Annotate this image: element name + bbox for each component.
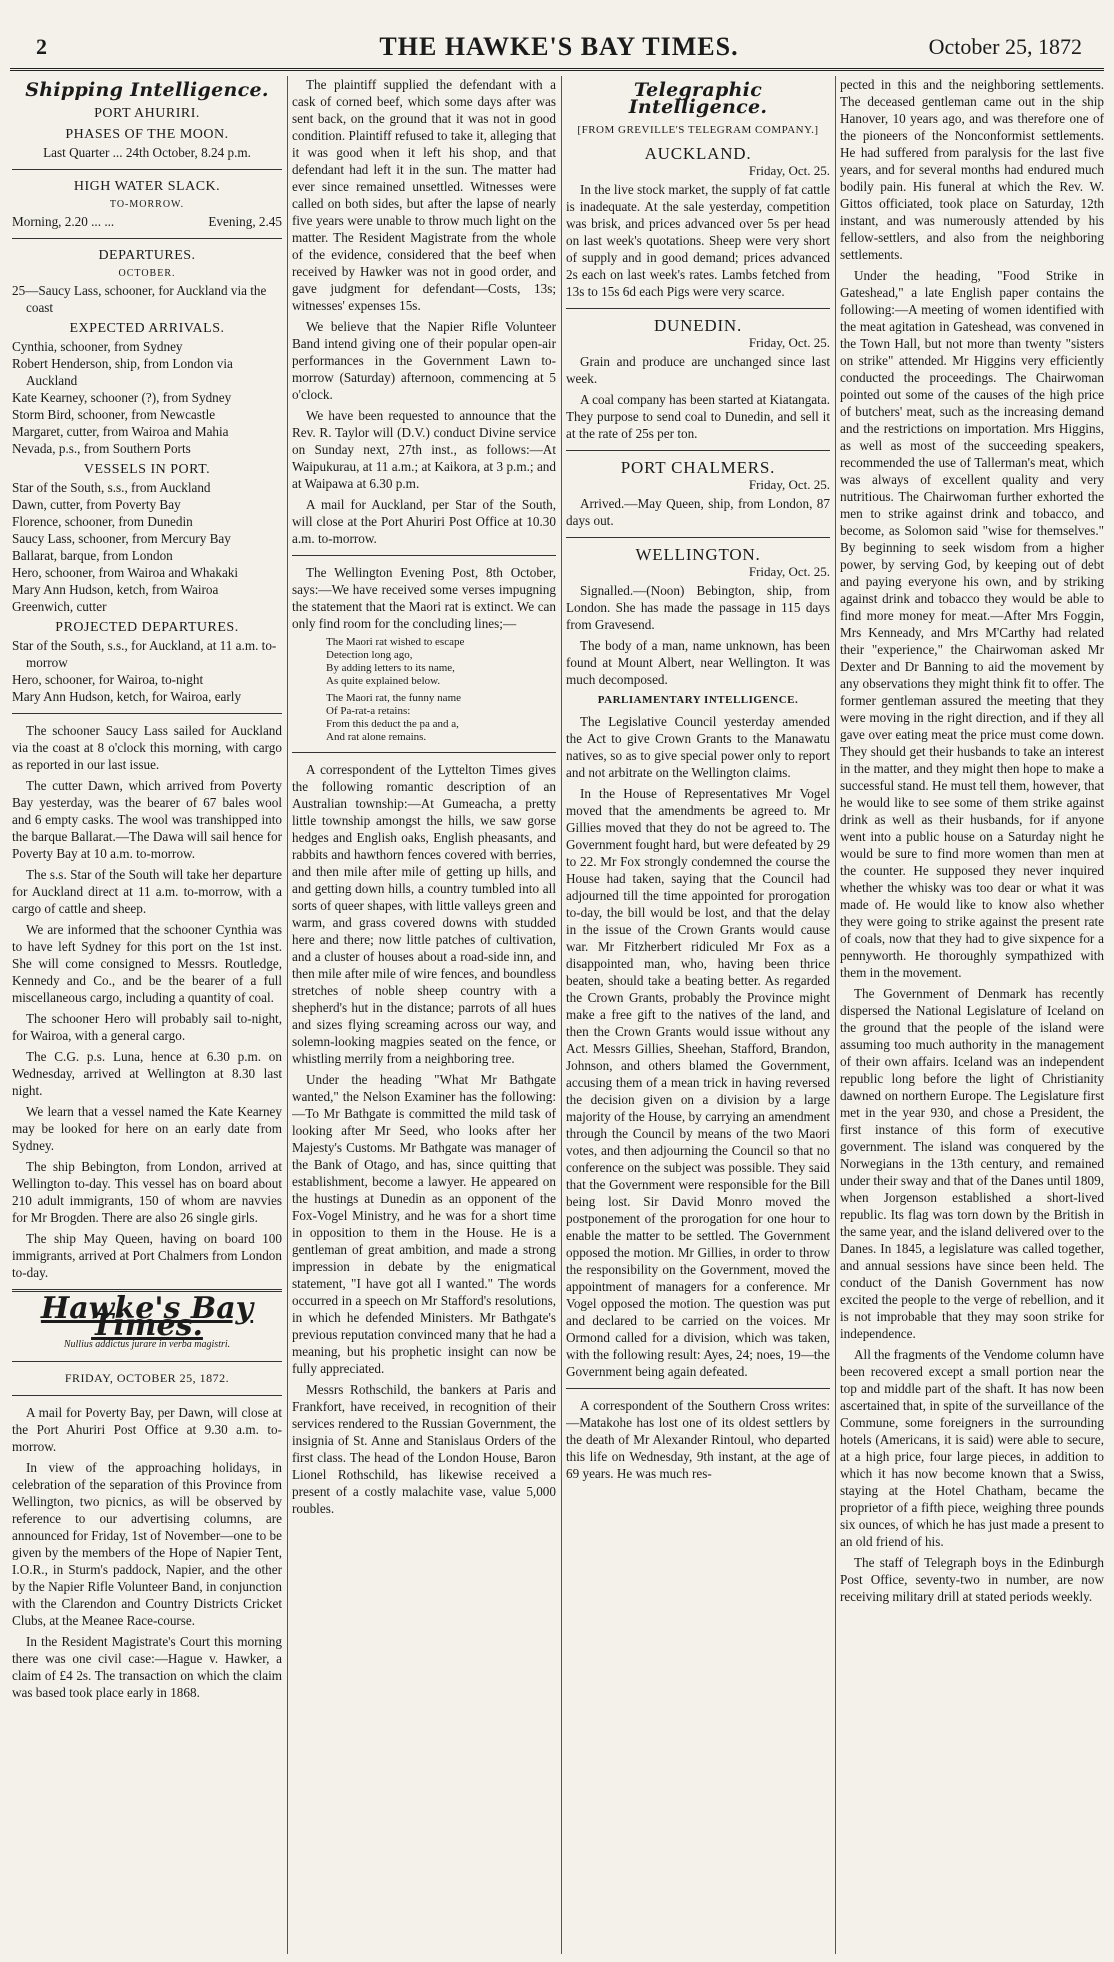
divider [566,450,830,451]
column-3 [566,76,830,1954]
inport-item: Ballarat, barque, from London [12,548,173,563]
divider [292,752,556,753]
column-divider [561,76,562,1954]
shipping-paragraph: The C.G. p.s. Luna, hence at 6.30 p.m. on Wednesday, arrived at Wellington at 8.30 last night. [12,1049,282,1098]
article-paragraph: The staff of Telegraph boys in the Edinburgh Post Office, seventy-two in number, are now receiving military drill at stated periods weekly. [840,1555,1104,1604]
inport-item: Greenwich, cutter [12,599,107,614]
verse-line: Detection long ago, [326,649,413,661]
editorial-paragraph: In the Resident Magistrate's Court this morning there was one civil case:—Hague v. Hawker, a claim of £4 2s. The transaction on which the claim was based took place early in 1868. [12,1634,282,1700]
projected-item: Hero, schooner, for Wairoa, to-night [12,672,204,687]
verse-line: The Maori rat wished to escape [326,636,465,648]
article-paragraph: A mail for Auckland, per Star of the South, will close at the Port Ahuriri Post Office at 10.30 a.m. to-morrow. [292,497,556,546]
dispatch-paragraph: Grain and produce are unchanged since last week. [566,354,830,386]
parliament-heading: PARLIAMENTARY INTELLIGENCE. [597,694,799,706]
divider [12,713,282,714]
arrival-item: Storm Bird, schooner, from Newcastle [12,407,216,422]
column-divider [835,76,836,1954]
inport-item: Dawn, cutter, from Poverty Bay [12,497,181,512]
shipping-paragraph: The cutter Dawn, which arrived from Poverty Bay yesterday, was the bearer of 67 bales wool and 6 empty casks. The wool was transhipped into the barque Ballarat.—The Dawa will sail hence for Poverty Bay at 10 a.m. to-morrow. [12,778,282,861]
dispatch-city: AUCKLAND. [644,144,752,163]
editorial-paragraph: A mail for Poverty Bay, per Dawn, will close at the Port Ahuriri Post Office at 9.30 a.m. to-morrow. [12,1405,282,1454]
divider [292,555,556,556]
shipping-paragraph: We are informed that the schooner Cynthia was to have left Sydney for this port on the 1st inst. She will come consigned to Messrs. Routledge, Kennedy and Co., and be the bearer of a full miscellaneous cargo, including a quantity of coal. [12,922,282,1005]
inport-heading: VESSELS IN PORT. [83,462,211,477]
arrival-item: Cynthia, schooner, from Sydney [12,339,183,354]
projected-item: Star of the South, s.s., for Auckland, at 11 a.m. to-morrow [12,638,277,670]
departure-item: 25—Saucy Lass, schooner, for Auckland via the coast [12,283,267,315]
dispatch-date: Friday, Oct. 25. [748,335,830,350]
article-paragraph: The Government of Denmark has recently dispersed the National Legislature of Iceland on the ground that the people of the island were assuming too much authority in the management of their own affairs. Iceland was an independent republic long before the light of Christianity dawned on northern Europe. The Legislature first met in the year 930, and chose a President, the first instance of this form of executive government. The island was conquered by the Norwegians in the 13th century, and remained under their sway and that of the Danes until 1809, when Jorgenson established a short-lived republic. Its flag was torn down by the British in the same year, and the island delivered over to the Danes. In 1845, a legislature was called together, and annual sessions have since been held. The conduct of the Danish Government has now excited the people to the verge of rebellion, and it is not improbable that they may soon strike for independence. [840,986,1104,1341]
verse-line: Of Pa-rat-a retains: [326,705,411,717]
issue-date: October 25, 1872 [928,34,1082,59]
tide-evening: Evening, 2.45 [208,214,282,229]
page-number: 2 [36,34,47,59]
divider [12,169,282,170]
verse-line: And rat alone remains. [326,731,427,743]
tide-morning: Morning, 2.20 ... ... [12,214,115,229]
inport-item: Star of the South, s.s., from Auckland [12,480,211,495]
editorial-dateline: FRIDAY, OCTOBER 25, 1872. [64,1371,230,1385]
dispatch-city: WELLINGTON. [635,545,761,564]
moon-line: Last Quarter ... 24th October, 8.24 p.m. [43,145,251,160]
article-paragraph: pected in this and the neighboring settlements. The deceased gentleman came out in the ship Hanover, 10 years ago, and was therefore one of the pioneers of the Nonconformist settlements. He had suffered from paralysis for the last five years, and for several months had endured much bodily pain. His funeral at which the Rev. W. Gittos officiated, took place on Saturday, 12th instant, and was numerously attended by his fellow-settlers, and also from the neighboring settlements. [840,77,1104,262]
shipping-heading: Shipping Intelligence. [25,79,269,101]
tide-subheading: TO-MORROW. [109,199,185,210]
article-paragraph: We believe that the Napier Rifle Volunteer Band intend giving one of their popular open-air performances in the Government Lawn to-morrow (Saturday) afternoon, commencing at 5 o'clock. [292,319,556,402]
shipping-paragraph: The ship Bebington, from London, arrived at Wellington to-day. This vessel has on board about 210 adult immigrants, 150 of whom are navvies for Mr Brogden. There are also 26 single girls. [12,1159,282,1225]
article-paragraph: The plaintiff supplied the defendant with a cask of corned beef, which some days after was sent back, on the ground that it was not in good condition. Plaintiff refused to take it, alleging that it was good when it left his shop, and that defendant had left it in the sun. The matter had ever since remained unsettled. Witnesses were called on both sides, but after the lapse of nearly five years were unable to throw much light on the matter. The Resident Magistrate from the whole of the evidence, considered that the beef when received by Hawker was not in good order, and gave judgment for defendant—Costs, 13s; witnesses' expenses 15s. [292,77,556,313]
column-2 [292,76,556,1954]
telegram-source: [FROM GREVILLE'S TELEGRAM COMPANY.] [577,124,819,136]
parliament-paragraph: The Legislative Council yesterday amended the Act to give Crown Grants to the Manawatu natives, so as to give special power only to report and not arbitrate on the Wellington claims. [566,714,830,780]
dispatch-paragraph: The body of a man, name unknown, has been found at Mount Albert, near Wellington. It was much decomposed. [566,638,830,687]
page-header [36,28,1082,62]
article-paragraph: Under the heading, "Food Strike in Gateshead," a late English paper contains the following:—A meeting of women identified with the meat agitation in Gateshead, was convened in the Town Hall, but not more than twenty "sisters on strike" attended. Mr Higgins very efficiently conducted the proceedings. The Chairwoman pointed out some of the causes of the high price of butchers' meat, such as the increasing demand and the restrictions on importation. Mrs Higgins, as well as most of the succeeding speakers, recommended the use of Tallerman's meat, which was always of excellent quality and very nutritious. The Chairwoman further exhorted the men to strike against drink and tobacco, and become, as Solomon said "wise for themselves." By beginning to seek wisdom from a higher power, by serving God, by keeping out of debt and paying everyone his own, and by striking against drink and tobacco they would be able to find more money for meat.—After Mrs Foggin, Mrs Kenneady, and Mrs M'Carthy had related their "experience," the Chairwoman asked Mr Dexter and Dr Banning to aid the movement by any observations they might think fit to offer. The former gentleman assured the meeting that they were moving in the right direction, and if they all gave over eating meat the price must come down. They should get their husbands to take an interest in the matter, and they might then hope to make a successful stand. He must tell them, however, that he would like to see some of them strike against drink as well as their husbands, for if anyone went into a public house on a Saturday night he would be sure to find more women than men at the counter. He supposed they never inquired whether the whisky was too dear or what it was made of. He would like to know also whether they were going to strike against the present rate of coals, now that they had to give sixpence for a pennyworth. He thoroughly sympathized with them in the movement. [840,268,1104,980]
shipping-paragraph: We learn that a vessel named the Kate Kearney may be looked for here on an early date from Sydney. [12,1104,282,1153]
editorial-paragraph: In view of the approaching holidays, in celebration of the separation of this Province from Wellington, two picnics, as will be observed by reference to our advertising columns, are announced for Friday, 1st of November—one to be given by the members of the Hope of Napier Tent, I.O.R., in Sturm's paddock, Napier, and the other by the Napier Rifle Volunteer Band, in conjunction with the Clarendon and Country Districts Cricket Clubs, at the Meanee Race-course. [12,1460,282,1628]
article-paragraph: Under the heading "What Mr Bathgate wanted," the Nelson Examiner has the following:—To Mr Bathgate is committed the mild task of looking after Mr Seed, who looks after her Majesty's Customs. Mr Bathgate was manager of the Bank of Otago, and has, since quitting that establishment, become a lawyer. He appeared on the hustings at Dunedin as an opponent of the Fox-Vogel Ministry, and he was for a short time in opposition to them in the House. He is a gentleman of great ambition, and made a strong impression in debate by the enigmatical statement, "I have got all I wanted." The words occurred in a speech on Mr Stafford's resolutions, in which he defended Ministers. Mr Bathgate's previous reputation convinced many that he had a meaning, but his prophetic insight can now be fully appreciated. [292,1072,556,1376]
article-paragraph: Messrs Rothschild, the bankers at Paris and Frankfort, have received, in recognition of their services rendered to the Russian Government, the insignia of St. Anne and Stanislaus Orders of the first class. The head of the London House, Baron Lionel Rothschild, has likewise received a present of a costly malachite vase, value 5,000 roubles. [292,1382,556,1516]
article-paragraph: A correspondent of the Lyttelton Times gives the following romantic description of an Australian township:—At Gumeacha, a pretty little township amongst the hills, we saw gorse hedges and English oaks, English pheasants, and rabbits and hawthorn fences covered with berries, and then mile after mile of getting up hills, and and getting down hills, a country tumbled into all sorts of queer shapes, with little valleys green and warm, and grass covered downs with studded here and there; now little patches of cultivation, and a cluster of houses about a road-side inn, and then mile after mile of wire fences, and boundless stretches of noble sheep country with a shepherd's hut in the distance; parrots of all hues and sizes flying screaming across our way, and solemn-looking magpies seated on the fence, or whistling merrily from a neighboring tree. [292,762,556,1066]
arrival-item: Robert Henderson, ship, from London via Auckland [12,356,233,388]
column-divider [287,76,288,1954]
moon-heading: PHASES OF THE MOON. [65,127,229,142]
dispatch-date: Friday, Oct. 25. [748,564,830,579]
article-paragraph: The Wellington Evening Post, 8th October, says:—We have received some verses impugning the statement that the Maori rat is extinct. We can only find room for the concluding lines;— [292,565,556,631]
departures-subheading: OCTOBER. [118,268,176,279]
shipping-paragraph: The schooner Hero will probably sail to-night, for Wairoa, with a general cargo. [12,1011,282,1043]
verse-stanza [292,636,556,688]
dispatch-paragraph: Signalled.—(Noon) Bebington, ship, from London. She has made the passage in 115 days from Gravesend. [566,583,830,632]
inport-item: Saucy Lass, schooner, from Mercury Bay [12,531,231,546]
arrival-item: Margaret, cutter, from Wairoa and Mahia [12,424,229,439]
projected-heading: PROJECTED DEPARTURES. [55,620,239,635]
verse-line: By adding letters to its name, [326,662,455,674]
tide-times [12,213,282,230]
column-4 [840,76,1104,1954]
dispatch-city: DUNEDIN. [653,316,743,335]
dispatch-date: Friday, Oct. 25. [748,163,830,178]
verse-line: The Maori rat, the funny name [326,692,462,704]
header-rule [10,68,1104,71]
divider [566,537,830,538]
dispatch-paragraph: In the live stock market, the supply of fat cattle is inadequate. At the sale yesterday, competition was brisk, and prices advanced over 5s per head on last week's quotations. Sheep were very short of supply and in good demand; prices advanced 2s each on last week's rates. Lambs fetched from 13s to 15s 6d each Pigs were very scarce. [566,182,830,299]
verse-line: From this deduct the pa and a, [326,718,459,730]
divider [12,1361,282,1362]
editorial-flag: Hawke's Bay Times. [40,1291,254,1343]
shipping-paragraph: The s.s. Star of the South will take her departure for Auckland direct at 11 a.m. to-morrow, with a cargo of cattle and sheep. [12,867,282,916]
telegraphic-heading: Telegraphic Intelligence. [628,79,768,118]
divider [12,238,282,239]
newspaper-masthead: THE HAWKE'S BAY TIMES. [379,32,739,61]
projected-item: Mary Ann Hudson, ketch, for Wairoa, early [12,689,242,704]
arrivals-heading: EXPECTED ARRIVALS. [69,321,225,336]
arrival-item: Kate Kearney, schooner (?), from Sydney [12,390,232,405]
inport-item: Mary Ann Hudson, ketch, from Wairoa [12,582,219,597]
editorial-motto: Nullius addictus jurare in verba magistri. [63,1339,231,1350]
dispatch-city: PORT CHALMERS. [620,458,776,477]
inport-item: Hero, schooner, from Wairoa and Whakaki [12,565,239,580]
parliament-paragraph: In the House of Representatives Mr Vogel moved that the amendments be agreed to. Mr Gillies moved that they do not be agreed to. The Government fought hard, but were defeated by 29 to 22. Mr Fox strongly condemned the course the House had taken, saying that the Council had adjourned till the time appointed for prorogation to-day, the bill would be lost, and that the delay in the issue of the Crown Grants would cause war. Mr Fitzherbert ridiculed Mr Fox as a disappointed man, who, having been thrice beaten, should take a beating better. As regarded the Crown Grants, probably the Province might make a free gift to the natives of the land, and then the Crown Grants would issue without any Act. Messrs Gillies, Sheehan, Stafford, Brandon, Johnson, and others blamed the Government, accusing them of a mean trick in having reversed the decision given on a division by a large majority of the House, by carrying an amendment through the Council by means of the two Maori votes, and then adjourning the Council so that no conference on the subject was possible. They said that the Government were responsible for the Bill being lost. Sir David Monro moved the postponement of the prorogation for one hour to enable the matter to be settled. The Government opposed the motion. Mr Gillies, in order to throw the responsibility on the Government, moved the appointment of managers for a conference. Mr Vogel opposed the motion. The question was put and declared to be carried on the voices. Mr Ormond called for a division, which was taken, with the following result: Ayes, 24; noes, 19—the Government being again defeated. [566,786,830,1379]
divider [12,1395,282,1396]
divider [566,308,830,309]
article-paragraph: We have been requested to announce that the Rev. R. Taylor will (D.V.) conduct Divine service on Sunday next, 27th inst., as follows:—At Waipukurau, at 11 a.m.; at Kaikora, at 3 p.m.; and at Waipawa at 6.30 p.m. [292,408,556,491]
dispatch-paragraph: Arrived.—May Queen, ship, from London, 87 days out. [566,496,830,528]
verse-line: As quite explained below. [326,675,441,687]
article-paragraph: All the fragments of the Vendome column have been recovered except a small portion near the top and middle part of the shaft. It has now been ascertained that, in spite of the surveillance of the Commune, some foreigners in the surrounding hotels (Americans, it is said) were able to secure, at a high price, four large pieces, in addition to which it has now become known that a Swiss, staying at the Hotel Chatham, became the proprietor of a fifth piece, weighing three pounds six ounces, of which he has just made a present to an old friend of his. [840,1347,1104,1549]
shipping-paragraph: The schooner Saucy Lass sailed for Auckland via the coast at 8 o'clock this morning, with cargo as reported in our last issue. [12,723,282,772]
dispatch-paragraph: A coal company has been started at Kiatangata. They purpose to send coal to Dunedin, and sell it at the rate of 25s per ton. [566,392,830,441]
shipping-paragraph: The ship May Queen, having on board 100 immigrants, arrived at Port Chalmers from London to-day. [12,1231,282,1280]
column-1 [12,76,282,1954]
verse-stanza [292,692,556,744]
departures-heading: DEPARTURES. [98,248,196,263]
obituary-paragraph: A correspondent of the Southern Cross writes:—Matakohe has lost one of its oldest settlers by the death of Mr Alexander Rintoul, who departed this life on Wednesday, 9th instant, at the age of 69 years. He was much res- [566,1398,830,1481]
inport-item: Florence, schooner, from Dunedin [12,514,193,529]
tide-heading: HIGH WATER SLACK. [73,179,221,194]
divider [566,1388,830,1389]
dispatch-date: Friday, Oct. 25. [748,477,830,492]
arrival-item: Nevada, p.s., from Southern Ports [12,441,191,456]
port-heading: PORT AHURIRI. [94,106,200,121]
